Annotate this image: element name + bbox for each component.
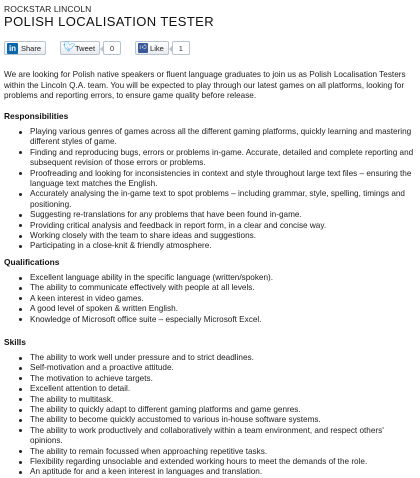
skill-item — [18, 395, 416, 405]
qualification-item-text: The ability to communicate effectively with people at all levels. — [30, 283, 255, 293]
bullet-icon — [19, 308, 22, 311]
bullet-icon — [19, 172, 22, 175]
bullet-icon — [19, 193, 22, 196]
qualification-item-text: Knowledge of Microsoft office suite – especially Microsoft Excel. — [30, 314, 262, 324]
bullet-icon — [19, 151, 22, 154]
bullet-icon — [19, 287, 22, 290]
qualification-item — [18, 273, 416, 283]
bullet-icon — [19, 450, 22, 453]
responsibility-item — [18, 210, 416, 220]
bullet-icon — [19, 318, 22, 321]
qualification-item-text: A keen interest in video games. — [30, 293, 144, 303]
skills-heading: Skills — [4, 337, 26, 347]
share-bar — [4, 40, 190, 56]
bullet-icon — [19, 214, 22, 217]
responsibilities-heading: Responsibilities — [4, 111, 69, 121]
qualifications-list — [18, 273, 416, 325]
responsibility-item — [18, 221, 416, 231]
responsibility-item — [18, 189, 416, 210]
bullet-icon — [19, 471, 22, 474]
qualification-item — [18, 304, 416, 314]
skill-item — [18, 457, 416, 467]
responsibility-item-text: Proofreading and looking for inconsistencies in context and style throughout large text files – ensuring the language text matches the English. — [30, 168, 412, 189]
qualification-item — [18, 283, 416, 293]
skill-item-text: The motivation to achieve targets. — [30, 373, 153, 383]
tweet-count: 0 — [103, 41, 121, 55]
twitter-icon: 🐦︎ — [63, 42, 76, 53]
skill-item — [18, 363, 416, 373]
skill-item-text: The ability to quickly adapt to different gaming platforms and game genres. — [30, 405, 301, 415]
responsibility-item — [18, 231, 416, 241]
linkedin-share-button[interactable] — [4, 41, 46, 55]
linkedin-icon: in — [8, 43, 17, 53]
responsibility-item-text: Playing various genres of games across all the different gaming platforms, quickly learning and mastering different styles of game. — [30, 127, 412, 147]
qualification-item — [18, 315, 416, 325]
bullet-icon — [19, 131, 22, 134]
responsibility-item — [18, 148, 416, 169]
responsibility-item-text: Suggesting re-translations for any problems that have been found in-game. — [30, 210, 302, 220]
skill-item — [18, 467, 416, 477]
skill-item — [18, 353, 416, 363]
qualification-item-text: A good level of spoken & written English. — [30, 304, 178, 314]
responsibility-item — [18, 127, 416, 148]
bullet-icon — [19, 357, 22, 360]
bullet-icon — [19, 297, 22, 300]
responsibility-item-text: Working closely with the team to share ideas and suggestions. — [30, 231, 257, 241]
bullet-icon — [19, 224, 22, 227]
page-title: POLISH LOCALISATION TESTER — [4, 14, 215, 29]
bullet-icon — [19, 235, 22, 238]
responsibility-item-text: Participating in a close-knit & friendly atmosphere. — [30, 241, 212, 251]
bullet-icon — [19, 409, 22, 412]
skill-item-text: An aptitude for and a keen interest in languages and translation. — [30, 467, 263, 477]
facebook-like-icon: 👍︎ — [139, 44, 147, 51]
tweet-group — [60, 41, 121, 55]
skill-item-text: Flexibility regarding unsociable and extended working hours to meet the demands of the role. — [30, 457, 368, 467]
like-count: 1 — [172, 41, 190, 55]
skill-item-text: Excellent attention to detail. — [30, 384, 131, 394]
intro-paragraph: We are looking for Polish native speakers or fluent language graduates to join us as Polish Localisation Testers within the Lincoln Q.A. team. You will be expected to play through our latest games on all platforms, looking for problems and reporting errors, to ensure game quality before release. — [4, 70, 406, 100]
like-group — [135, 41, 190, 55]
bullet-icon — [19, 419, 22, 422]
skill-item-text: The ability to work well under pressure and to strict deadlines. — [30, 353, 254, 362]
skill-item-text: The ability to remain focussed when approaching repetitive tasks. — [30, 446, 268, 456]
skill-item-text: The ability to work productively and collaboratively within a team environment, and respect others' opinions. — [30, 425, 384, 446]
bullet-icon — [19, 461, 22, 464]
skill-item — [18, 415, 416, 425]
responsibility-item-text: Finding and reproducing bugs, errors or problems in-game. Accurate, detailed and complete reporting and subsequent revision of those errors or problems. — [30, 147, 414, 168]
qualifications-heading: Qualifications — [4, 257, 60, 267]
company-name: ROCKSTAR LINCOLN — [4, 4, 92, 14]
tweet-label: Tweet — [75, 43, 96, 53]
bullet-icon — [19, 388, 22, 391]
facebook-like-button[interactable] — [135, 41, 169, 55]
qualification-item — [18, 294, 416, 304]
skill-item — [18, 384, 416, 394]
skills-list — [18, 353, 416, 478]
linkedin-share-label: Share — [21, 43, 42, 53]
skill-item-text: Self-motivation and a proactive attitude. — [30, 363, 174, 373]
responsibility-item-text: Providing critical analysis and feedback in report form, in a clear and concise way. — [30, 220, 327, 230]
like-label: Like — [150, 43, 164, 53]
bullet-icon — [19, 245, 22, 248]
skill-item — [18, 405, 416, 415]
skill-item — [18, 447, 416, 457]
bullet-icon — [19, 277, 22, 280]
bullet-icon — [19, 429, 22, 432]
skill-item — [18, 374, 416, 384]
bullet-icon — [19, 367, 22, 370]
tweet-button[interactable] — [60, 41, 100, 55]
responsibility-item — [18, 169, 416, 190]
skill-item — [18, 426, 416, 447]
bullet-icon — [19, 398, 22, 401]
responsibility-item-text: Accurately analysing the in-game text to spot problems – including grammar, style, spelling, timings and positioning. — [30, 189, 405, 209]
responsibility-item — [18, 241, 416, 251]
responsibilities-list — [18, 127, 416, 252]
bullet-icon — [19, 377, 22, 380]
qualification-item-text: Excellent language ability in the specific language (written/spoken). — [30, 273, 274, 282]
skill-item-text: The ability to multitask. — [30, 394, 114, 404]
skill-item-text: The ability to become quickly accustomed to various in-house software systems. — [30, 415, 321, 425]
